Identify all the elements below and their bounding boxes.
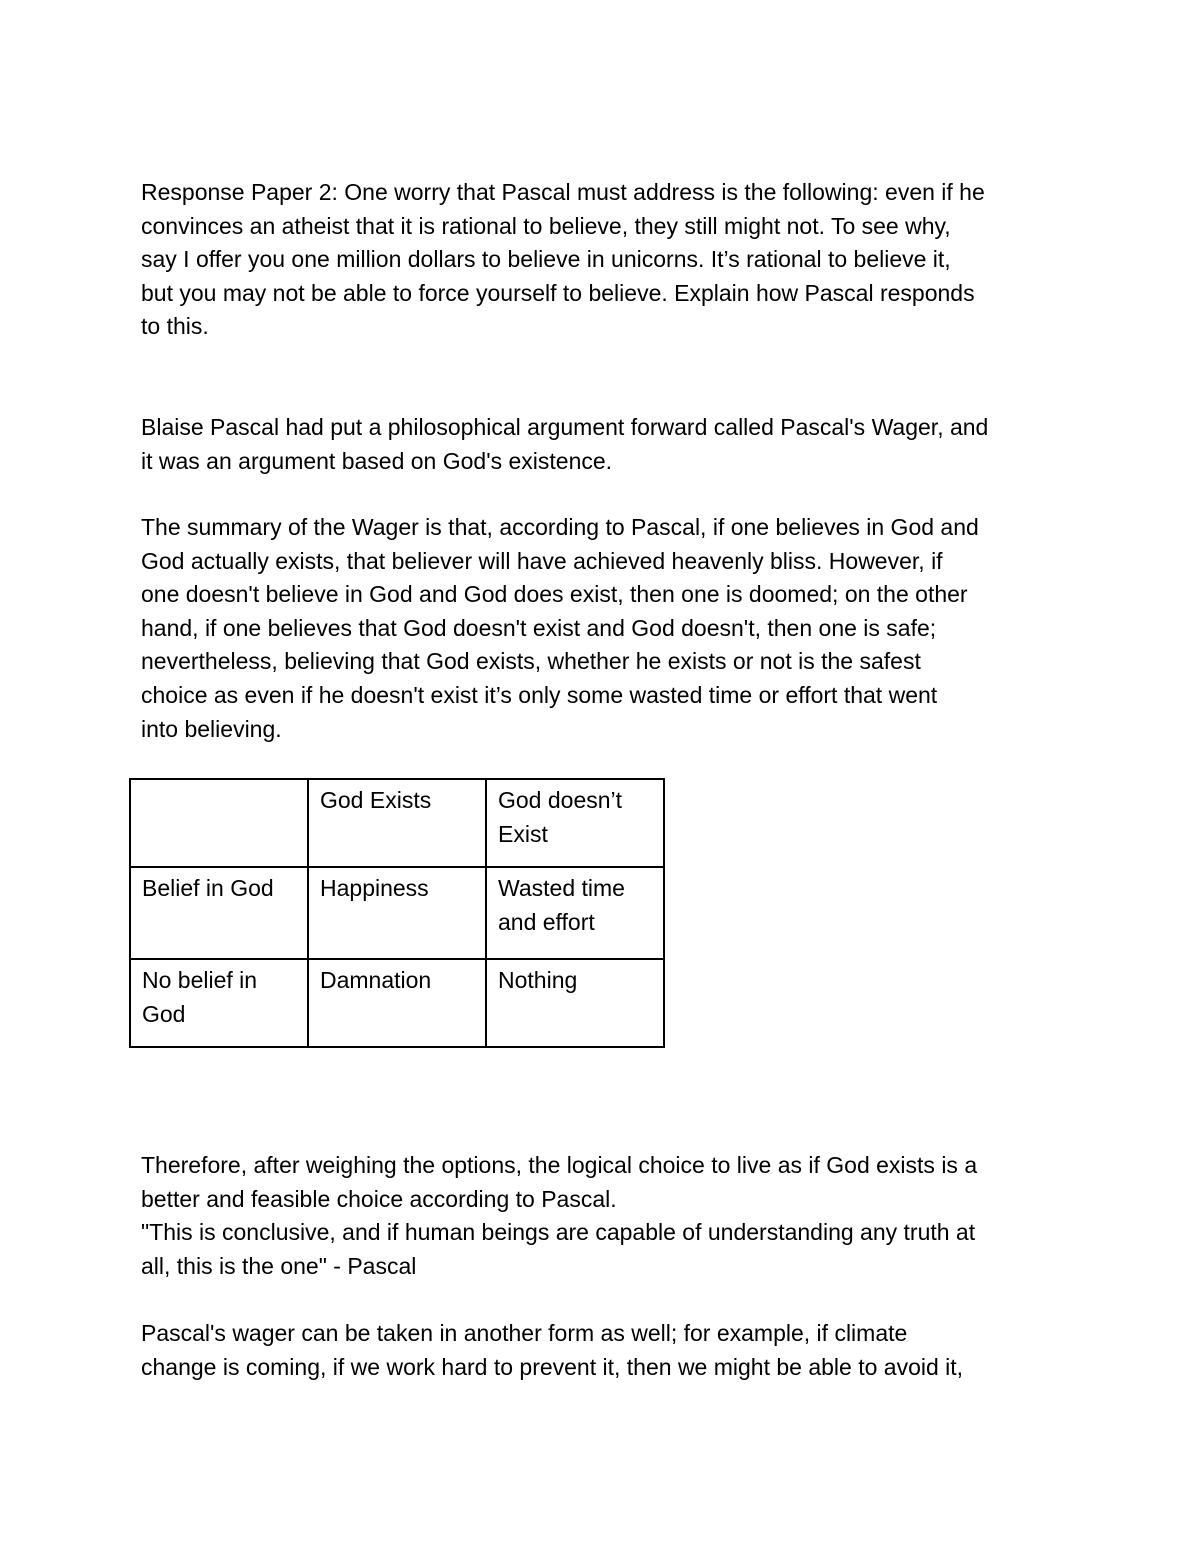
table-cell: Nothing — [486, 959, 664, 1047]
table-cell: Damnation — [308, 959, 486, 1047]
table-cell — [130, 779, 308, 867]
paragraph-line: better and feasible choice according to Pascal. — [141, 1185, 617, 1212]
table-header-cell: God Exists — [308, 779, 486, 867]
prompt-line: convinces an atheist that it is rational to believe, they still might not. To see why, — [141, 212, 951, 239]
pascal-quote — [141, 1216, 1056, 1283]
paragraph-summary — [141, 511, 1056, 746]
paragraph-line: it was an argument based on God's existence. — [141, 447, 613, 474]
paragraph-line: Blaise Pascal had put a philosophical argument forward called Pascal's Wager, and — [141, 414, 989, 440]
paragraph-line: Pascal's wager can be taken in another form as well; for example, if climate — [141, 1320, 908, 1346]
paragraph-line: Therefore, after weighing the options, the logical choice to live as if God exists is a — [141, 1152, 978, 1178]
table-row — [130, 779, 664, 867]
paragraph-intro — [141, 411, 1056, 478]
paragraph-climate-example — [141, 1317, 1056, 1384]
prompt-line: to this. — [141, 313, 209, 340]
prompt-line: Response Paper 2: One worry that Pascal must address is the following: even if he — [141, 179, 985, 205]
table-row-header-cell: Belief in God — [130, 867, 308, 959]
table-row — [130, 867, 664, 959]
prompt-line: but you may not be able to force yourself to believe. Explain how Pascal responds — [141, 279, 975, 306]
paragraph-conclusion — [141, 1149, 1056, 1216]
table-header-cell: God doesn’t Exist — [486, 779, 664, 867]
paragraph-line: The summary of the Wager is that, according to Pascal, if one believes in God and — [141, 514, 979, 540]
quote-line: "This is conclusive, and if human beings are capable of understanding any truth at — [141, 1219, 976, 1245]
prompt-line: say I offer you one million dollars to believe in unicorns. It’s rational to believe it, — [141, 246, 951, 273]
paragraph-line: God actually exists, that believer will have achieved heavenly bliss. However, if — [141, 547, 943, 574]
paragraph-line: nevertheless, believing that God exists, whether he exists or not is the safest — [141, 648, 921, 675]
table-cell: Happiness — [308, 867, 486, 959]
paragraph-line: hand, if one believes that God doesn't exist and God doesn't, then one is safe; — [141, 614, 937, 641]
table-row — [130, 959, 664, 1047]
assignment-prompt — [141, 176, 1056, 344]
wager-table — [129, 778, 665, 1048]
paragraph-line: one doesn't believe in God and God does exist, then one is doomed; on the other — [141, 581, 968, 608]
paragraph-line: choice as even if he doesn't exist it’s only some wasted time or effort that went — [141, 681, 938, 708]
paragraph-line: change is coming, if we work hard to prevent it, then we might be able to avoid it, — [141, 1353, 964, 1380]
quote-line: all, this is the one" - Pascal — [141, 1252, 417, 1279]
table-row-header-cell: No belief in God — [130, 959, 308, 1047]
table-cell: Wasted time and effort — [486, 867, 664, 959]
paragraph-line: into believing. — [141, 715, 282, 742]
